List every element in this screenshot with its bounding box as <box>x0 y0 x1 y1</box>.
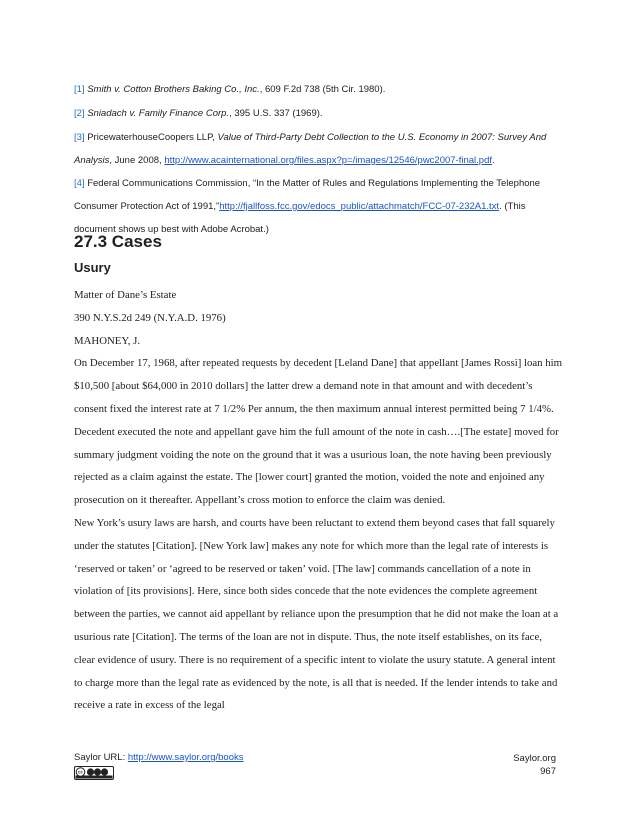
footnote-note: . (This document shows up best with Adobe Acrobat.) <box>74 201 526 235</box>
footer-url-link[interactable]: http://www.saylor.org/books <box>127 752 244 763</box>
case-body <box>74 284 564 717</box>
footer-right <box>513 752 556 778</box>
footnote-citation: , 395 U.S. 337 (1969). <box>229 108 323 119</box>
footnote-citation: , 609 F.2d 738 (5th Cir. 1980). <box>259 84 386 95</box>
case-paragraph-1: On December 17, 1968, after repeated requests by decedent [Leland Dane] that appellant [James Rossi] loan him $10,500 [about $64,000 in 2010 dollars] the latter drew a demand note in that amount and with decedent’s consent fixed the interest rate at 7 1/2% Per annum, the then maximum annual interest permitted being 7 1/4%. Decedent executed the note and appellant gave him the full amount of the note in cash….[The estate] moved for summary judgment voiding the note on the ground that it was a usurious loan, the note having been previously rejected as a claim against the estate. The [lower court] granted the motion, voided the note and enjoined any prosecution on it thereafter. Appellant’s cross motion to enforce the claim was denied. <box>74 357 563 507</box>
footnote-date: , June 2008, <box>109 155 165 166</box>
footer-site: Saylor.org <box>513 753 556 764</box>
footnote-text: Federal Communications Commission, “In the Matter of Rules and Regulations Implementing the Telephone Consumer Protection Act of 1991,” <box>74 178 541 212</box>
cc-by-nc-sa-badge-icon <box>74 766 114 780</box>
footnote-number[interactable]: [1] <box>74 84 85 95</box>
footer-url <box>74 752 244 763</box>
footnote-link[interactable]: http://www.acainternational.org/files.aspx?p=/images/12546/pwc2007-final.pdf <box>164 155 492 166</box>
footnote-author: PricewaterhouseCoopers LLP, <box>87 132 218 143</box>
footnote-2 <box>74 102 564 125</box>
footnote-link[interactable]: http://fjallfoss.fcc.gov/edocs_public/attachmatch/FCC-07-232A1.txt <box>219 201 500 212</box>
footer-url-label: Saylor URL: <box>74 752 128 763</box>
section-title: 27.3 Cases <box>74 232 162 251</box>
case-paragraph-2: New York’s usury laws are harsh, and courts have been reluctant to extend them beyond cases that fall squarely under the statutes [Citation]. [New York law] makes any note for which more than the legal rate of interests is ‘reserved or taken’ or ‘agreed to be reserved or taken’ void. [The law] commands cancellation of a note in violation of [its provisions]. Here, since both sides concede that the note evidences the complete agreement between the parties, we cannot aid appellant by reliance upon the presumption that he did not make the loan at a usurious rate [Citation]. The terms of the loan are not in dispute. Thus, the note itself establishes, on its face, clear evidence of usury. There is no requirement of a specific intent to violate the usury statute. A general intent to charge more than the legal rate as evidenced by the note, is all that is needed. If the lender intends to take and receive a rate in excess of the legal <box>74 516 559 712</box>
case-name: Matter of Dane’s Estate <box>74 289 177 301</box>
footnote-number[interactable]: [2] <box>74 108 85 119</box>
footnote-number[interactable]: [3] <box>74 132 85 143</box>
footnote-4 <box>74 172 564 241</box>
svg-text:cc: cc <box>78 769 83 775</box>
footnote-case-title: Smith v. Cotton Brothers Baking Co., Inc. <box>87 84 260 95</box>
subsection-title: Usury <box>74 260 111 275</box>
footnote-end: . <box>492 155 495 166</box>
footnote-3 <box>74 126 564 172</box>
footnote-1 <box>74 78 564 101</box>
case-citation: 390 N.Y.S.2d 249 (N.Y.A.D. 1976) <box>74 311 226 324</box>
footnote-report-title: Value of Third-Party Debt Collection to the U.S. Economy in 2007: Survey And Analysis <box>74 132 547 166</box>
footnote-number[interactable]: [4] <box>74 178 85 189</box>
page-number: 967 <box>540 766 556 777</box>
case-judge: MAHONEY, J. <box>74 334 141 347</box>
footnote-case-title: Sniadach v. Family Finance Corp. <box>87 108 230 119</box>
